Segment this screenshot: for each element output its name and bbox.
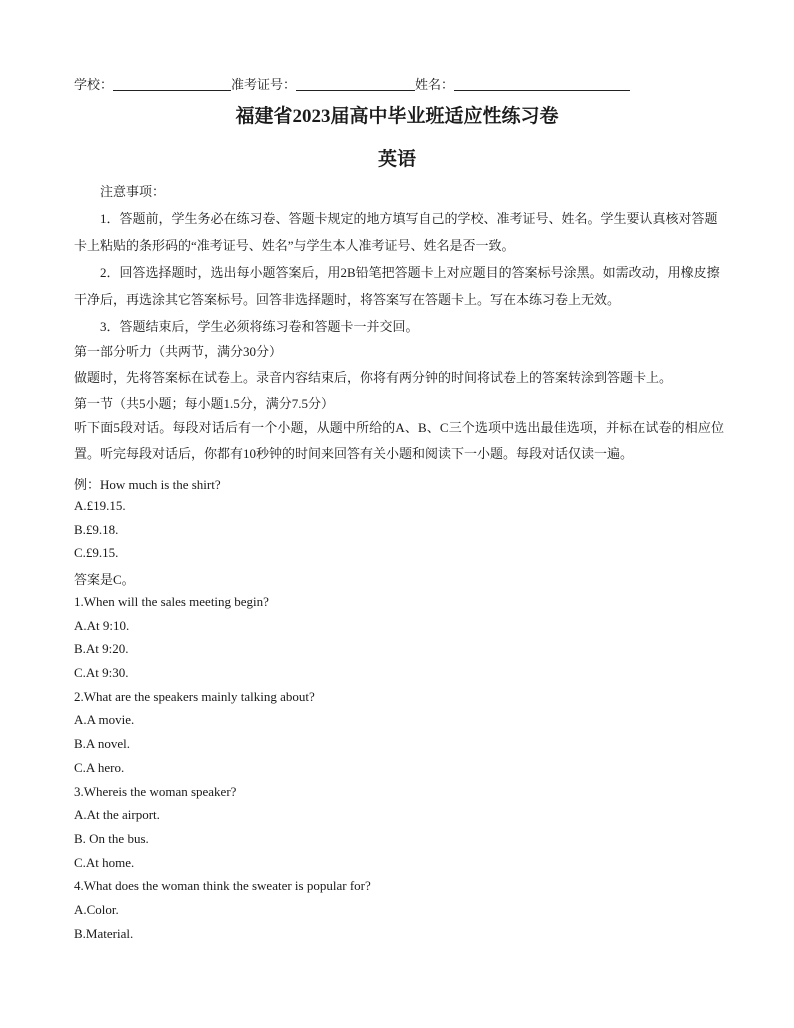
question-3-option-c: C.At home. xyxy=(74,855,135,870)
exam-id-label: 准考证号： xyxy=(231,77,297,92)
question-4-option-b: B.Material. xyxy=(74,926,134,941)
notice-heading: 注意事项： xyxy=(100,184,166,199)
school-label: 学校： xyxy=(74,77,114,92)
subject-title: 英语 xyxy=(377,149,416,170)
section1-instruction: 听下面5段对话。每段对话后有一个小题，从题中所给的A、B、C三个选项中选出最佳选项，并标在试卷的相应位置。听完每段对话后，你都有10秒钟的时间来回答有关小题和阅读下一小题。每段对话仅读一遍。 xyxy=(74,420,724,461)
example-question: 例：How much is the shirt? xyxy=(74,477,221,492)
question-1: 1.When will the sales meeting begin? xyxy=(74,594,269,609)
example-option-a: A.£19.15. xyxy=(74,498,126,513)
question-1-option-a: A.At 9:10. xyxy=(74,618,130,633)
example-answer: 答案是C。 xyxy=(74,572,135,587)
example-option-c: C.£9.15. xyxy=(74,545,119,560)
question-1-option-c: C.At 9:30. xyxy=(74,665,129,680)
student-info-line xyxy=(74,74,630,93)
question-3-option-a: A.At the airport. xyxy=(74,807,160,822)
question-1-option-b: B.At 9:20. xyxy=(74,641,129,656)
example-option-b: B.£9.18. xyxy=(74,522,119,537)
section1-heading: 第一节（共5小题；每小题1.5分，满分7.5分） xyxy=(74,396,335,411)
part1-heading: 第一部分听力（共两节，满分30分） xyxy=(74,344,283,359)
exam-id-blank[interactable] xyxy=(296,77,415,91)
name-blank[interactable] xyxy=(454,77,630,91)
notice-item-2: 2．回答选择题时，选出每小题答案后，用2B铅笔把答题卡上对应题目的答案标号涂黑。如需改动，用橡皮擦干净后，再选涂其它答案标号。回答非选择题时，将答案写在答题卡上。写在本练习卷上无效。 xyxy=(74,265,720,307)
exam-title: 福建省2023届高中毕业班适应性练习卷 xyxy=(235,106,559,127)
school-blank[interactable] xyxy=(113,77,231,91)
question-4: 4.What does the woman think the sweater is popular for? xyxy=(74,878,371,893)
question-2-option-c: C.A hero. xyxy=(74,760,125,775)
part1-instruction: 做题时，先将答案标在试卷上。录音内容结束后，你将有两分钟的时间将试卷上的答案转涂到答题卡上。 xyxy=(74,370,673,385)
question-2-option-b: B.A novel. xyxy=(74,736,130,751)
notice-item-1: 1．答题前，学生务必在练习卷、答题卡规定的地方填写自己的学校、准考证号、姓名。学生要认真核对答题卡上粘贴的条形码的“准考证号、姓名”与学生本人准考证号、姓名是否一致。 xyxy=(74,211,718,253)
notice-item-3: 3．答题结束后，学生必须将练习卷和答题卡一并交回。 xyxy=(100,319,419,334)
question-3-option-b: B. On the bus. xyxy=(74,831,149,846)
question-2: 2.What are the speakers mainly talking about? xyxy=(74,689,315,704)
name-label: 姓名： xyxy=(415,77,455,92)
question-2-option-a: A.A movie. xyxy=(74,712,135,727)
question-3: 3.Whereis the woman speaker? xyxy=(74,784,237,799)
question-4-option-a: A.Color. xyxy=(74,902,119,917)
notice-block xyxy=(74,178,722,340)
